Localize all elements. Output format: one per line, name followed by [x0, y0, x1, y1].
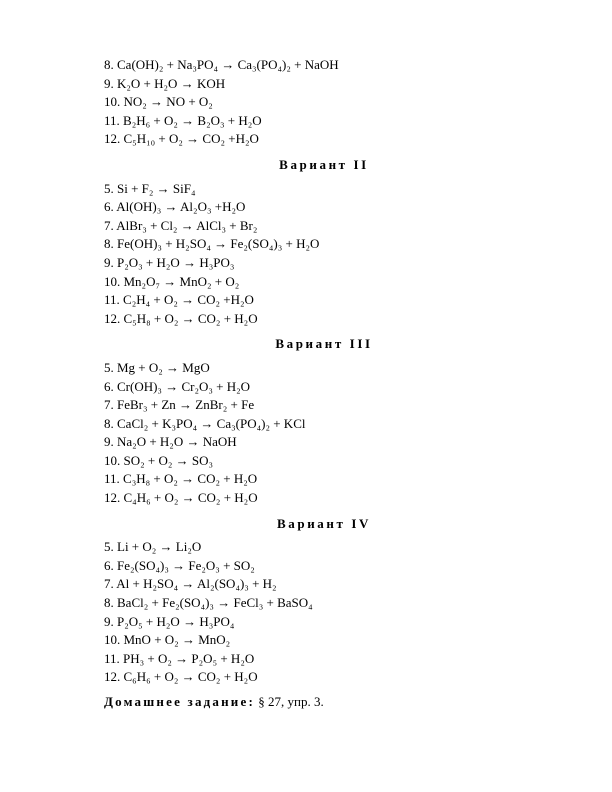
equation-line: 12. C₅H₁₀ + O₂ → CO₂ +H₂O: [104, 131, 259, 147]
equation-line: 6. Al(OH)₃ → Al₂O₃ +H₂O: [104, 199, 246, 215]
variant-heading: Вариант II: [279, 156, 369, 172]
equation-line: 12. C₅H₈ + O₂ → CO₂ + H₂O: [104, 310, 258, 326]
equation-line: 7. AlBr₃ + Cl₂ → AlCl₃ + Br₂: [104, 217, 258, 233]
homework-label: Домашнее задание:: [104, 694, 255, 709]
equation-line: 9. Na₂O + H₂O → NaOH: [104, 434, 237, 450]
variant-heading: Вариант IV: [277, 515, 371, 531]
equation-line: 8. Ca(OH)₂ + Na₃PO₄ → Ca₃(PO₄)₂ + NaOH: [104, 57, 339, 72]
equation-line: 10. Mn₂O₇ → MnO₂ + O₂: [104, 273, 240, 289]
variant-heading: Вариант III: [275, 336, 373, 352]
variant-1-tail: [104, 56, 504, 149]
equation-line: 10. MnO + O₂ → MnO₂: [104, 632, 231, 648]
equation-line: 8. CaCl₂ + K₃PO₄ → Ca₃(PO₄)₂ + KCl: [104, 415, 306, 431]
equation-line: 5. Si + F₂ → SiF₄: [104, 180, 196, 196]
equation-line: 12. C₆H₆ + O₂ → CO₂ + H₂O: [104, 669, 258, 685]
equation-line: 9. P₂O₅ + H₂O → H₃PO₄: [104, 613, 235, 629]
homework-line: [104, 693, 504, 712]
equation-line: 8. BaCl₂ + Fe₂(SO₄)₃ → FeCl₃ + BaSO₄: [104, 595, 313, 611]
equation-line: 5. Mg + O₂ → MgO: [104, 359, 210, 375]
equation-line: 6. Cr(OH)₃ → Cr₂O₃ + H₂O: [104, 378, 251, 394]
variant-3-section: [104, 335, 504, 507]
equation-line: 6. Fe₂(SO₄)₃ → Fe₂O₃ + SO₂: [104, 557, 255, 573]
equation-line: 11. B₂H₆ + O₂ → B₂O₃ + H₂O: [104, 112, 262, 128]
equation-line: 8. Fe(OH)₃ + H₂SO₄ → Fe₂(SO₄)₃ + H₂O: [104, 236, 320, 252]
equation-line: 7. Al + H₂SO₄ → Al₂(SO₄)₃ + H₂: [104, 576, 277, 592]
equation-line: 9. K₂O + H₂O → KOH: [104, 75, 226, 91]
variant-2-section: [104, 156, 504, 328]
equation-line: 11. C₃H₈ + O₂ → CO₂ + H₂O: [104, 471, 258, 487]
equation-line: 11. PH₃ + O₂ → P₂O₅ + H₂O: [104, 650, 255, 666]
homework-text: § 27, упр. 3.: [255, 694, 324, 709]
equation-line: 5. Li + O₂ → Li₂O: [104, 539, 202, 555]
worksheet-content: [104, 56, 504, 712]
variant-4-section: [104, 515, 504, 687]
equation-line: 10. SO₂ + O₂ → SO₃: [104, 452, 214, 468]
equation-line: 12. C₄H₆ + O₂ → CO₂ + H₂O: [104, 490, 258, 506]
equation-line: 7. FeBr₃ + Zn → ZnBr₂ + Fe: [104, 397, 255, 413]
equation-line: 9. P₂O₃ + H₂O → H₃PO₃: [104, 254, 235, 270]
equation-line: 11. C₂H₄ + O₂ → CO₂ +H₂O: [104, 292, 254, 308]
equation-line: 10. NO₂ → NO + O₂: [104, 94, 213, 110]
